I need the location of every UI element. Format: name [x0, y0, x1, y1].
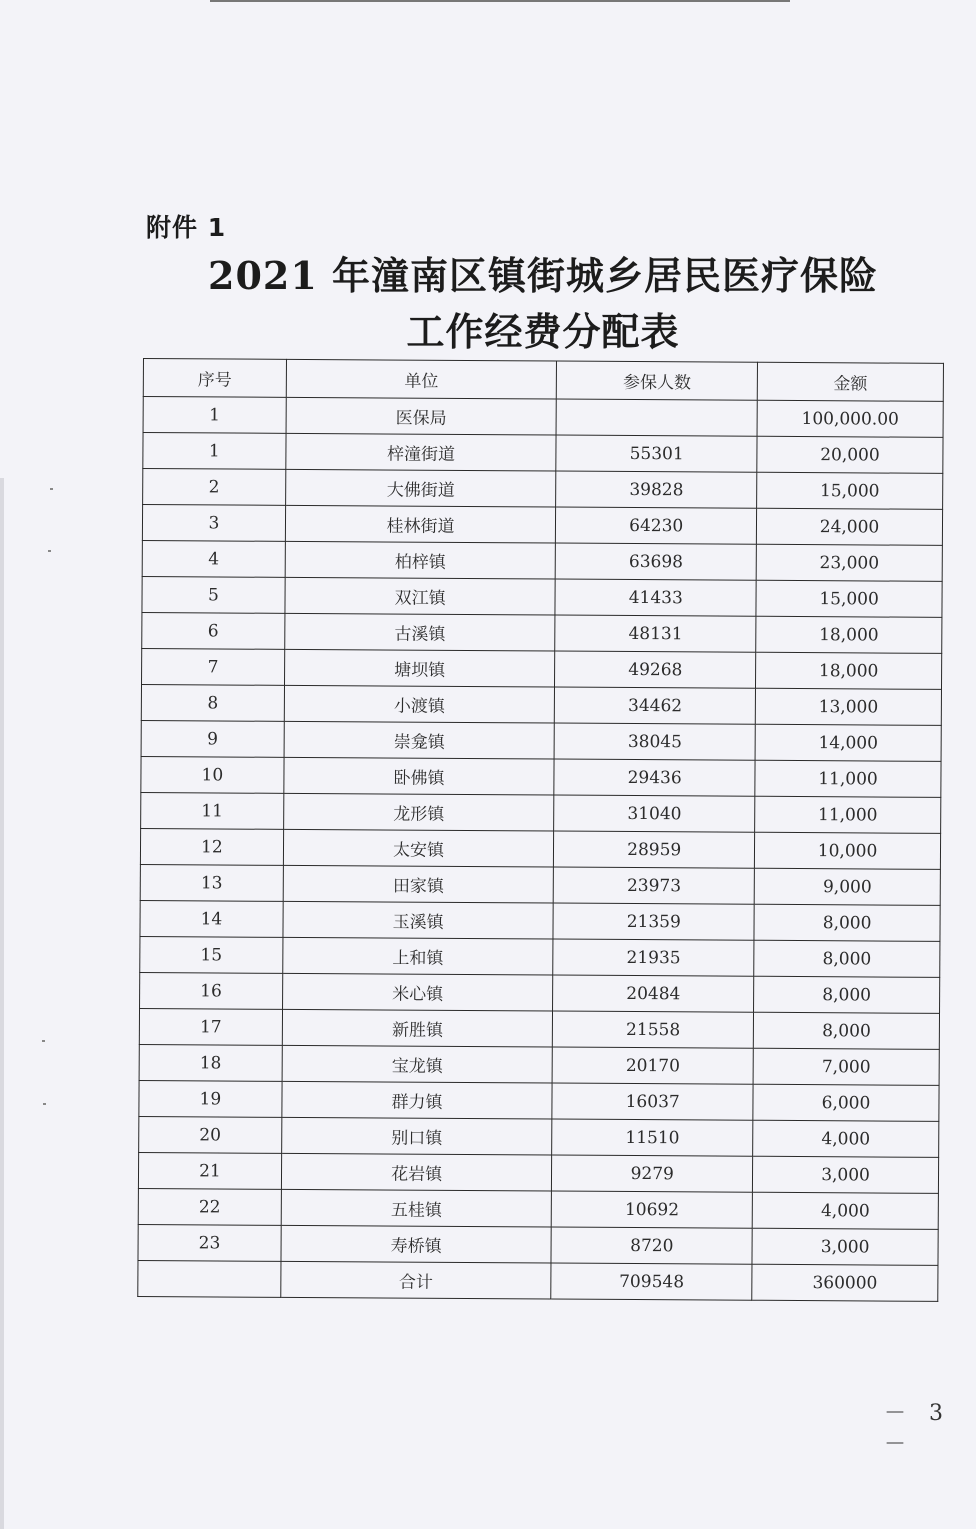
table-row: [140, 864, 940, 905]
cell-unit: 柏梓镇: [285, 541, 556, 579]
cell-unit: 医保局: [286, 397, 557, 435]
cell-index: 15: [140, 936, 283, 973]
cell-unit: 合计: [281, 1261, 552, 1299]
cell-insured-count: 10692: [552, 1191, 753, 1228]
cell-index: 17: [139, 1008, 282, 1045]
cell-amount: 10,000: [755, 832, 941, 869]
cell-amount: 100,000.00: [757, 400, 943, 437]
table-row: [141, 792, 941, 833]
cell-unit: 米心镇: [282, 973, 553, 1011]
allocation-table: [137, 358, 944, 1302]
header-unit: 单位: [286, 359, 557, 399]
table-row: [139, 1080, 939, 1121]
table-row: [138, 1224, 938, 1265]
cell-insured-count: 55301: [556, 435, 757, 472]
cell-amount: 360000: [752, 1264, 938, 1301]
header-amount: 金额: [757, 362, 943, 401]
cell-unit: 卧佛镇: [284, 757, 555, 795]
cell-insured-count: 28959: [554, 831, 755, 868]
cell-index: 1: [143, 397, 286, 434]
title-line-2: 工作经费分配表: [406, 309, 680, 354]
cell-insured-count: 64230: [556, 507, 757, 544]
cell-unit: 大佛街道: [285, 469, 556, 507]
table-body: [138, 397, 943, 1302]
cell-unit: 小渡镇: [284, 685, 555, 723]
cell-index: 12: [140, 828, 283, 865]
cell-unit: 玉溪镇: [283, 901, 554, 939]
cell-insured-count: 21935: [553, 939, 754, 976]
cell-insured-count: 23973: [554, 867, 755, 904]
cell-index: 13: [140, 864, 283, 901]
cell-amount: 15,000: [756, 580, 942, 617]
table-row: [140, 936, 940, 977]
cell-unit: 双江镇: [285, 577, 556, 615]
cell-unit: 太安镇: [283, 829, 554, 867]
cell-index: 4: [142, 540, 285, 577]
cell-unit: 寿桥镇: [281, 1225, 552, 1263]
cell-index: 7: [142, 648, 285, 685]
cell-insured-count: 41433: [555, 579, 756, 616]
cell-index: 8: [141, 684, 284, 721]
cell-insured-count: 9279: [552, 1155, 753, 1192]
cell-amount: 11,000: [755, 796, 941, 833]
cell-insured-count: 49268: [555, 651, 756, 688]
cell-unit: 崇龛镇: [284, 721, 555, 759]
cell-amount: 6,000: [753, 1084, 939, 1121]
cell-unit: 别口镇: [281, 1117, 552, 1155]
cell-amount: 3,000: [753, 1156, 939, 1193]
table-row: [140, 900, 940, 941]
attachment-label: 附件 1: [146, 213, 227, 242]
cell-unit: 古溪镇: [285, 613, 556, 651]
cell-amount: 18,000: [756, 616, 942, 653]
cell-index: 1: [143, 433, 286, 470]
table-row: [139, 1116, 939, 1157]
table-row: [143, 433, 943, 474]
table-row: [142, 576, 942, 617]
scan-edge-shadow: [0, 478, 4, 1529]
cell-amount: 4,000: [752, 1192, 938, 1229]
table-row: [139, 1044, 939, 1085]
cell-index: 2: [143, 469, 286, 506]
table-row: [141, 684, 941, 725]
cell-insured-count: 8720: [551, 1227, 752, 1264]
cell-amount: 15,000: [757, 472, 943, 509]
cell-unit: 新胜镇: [282, 1009, 553, 1047]
table-row: [142, 505, 942, 546]
cell-insured-count: 63698: [556, 543, 757, 580]
cell-index: 3: [142, 505, 285, 542]
page-number: － 3 －: [884, 1401, 951, 1457]
cell-unit: 梓潼街道: [286, 433, 557, 471]
cell-insured-count: 11510: [552, 1119, 753, 1156]
cell-insured-count: [556, 399, 757, 436]
cell-amount: 23,000: [756, 544, 942, 581]
cell-index: 10: [141, 756, 284, 793]
cell-amount: 13,000: [755, 688, 941, 725]
cell-insured-count: 34462: [555, 687, 756, 724]
cell-insured-count: 48131: [555, 615, 756, 652]
cell-index: [138, 1260, 281, 1297]
cell-index: 5: [142, 576, 285, 613]
cell-amount: 4,000: [753, 1120, 939, 1157]
table-row: [140, 828, 940, 869]
cell-index: 23: [138, 1224, 281, 1261]
table-row: [141, 756, 941, 797]
table-row: [143, 397, 943, 438]
cell-insured-count: 20484: [553, 975, 754, 1012]
cell-amount: 8,000: [754, 940, 940, 977]
cell-index: 14: [140, 900, 283, 937]
header-insured-count: 参保人数: [557, 361, 758, 400]
top-rule: [210, 0, 790, 2]
header-index: 序号: [143, 359, 286, 398]
cell-insured-count: 21359: [553, 903, 754, 940]
cell-unit: 五桂镇: [281, 1189, 552, 1227]
cell-insured-count: 31040: [554, 795, 755, 832]
cell-amount: 18,000: [756, 652, 942, 689]
scan-speck: [42, 1040, 45, 1042]
cell-insured-count: 38045: [554, 723, 755, 760]
table-row: [139, 1008, 939, 1049]
table-row: [142, 648, 942, 689]
cell-amount: 11,000: [755, 760, 941, 797]
cell-amount: 14,000: [755, 724, 941, 761]
cell-insured-count: 39828: [556, 471, 757, 508]
cell-unit: 田家镇: [283, 865, 554, 903]
table-header-row: [143, 359, 943, 402]
table-row: [141, 720, 941, 761]
cell-index: 18: [139, 1044, 282, 1081]
cell-amount: 8,000: [754, 976, 940, 1013]
cell-unit: 宝龙镇: [282, 1045, 553, 1083]
cell-index: 20: [139, 1116, 282, 1153]
cell-amount: 8,000: [754, 904, 940, 941]
table-row: [142, 612, 942, 653]
table-row: [138, 1152, 938, 1193]
cell-index: 16: [140, 972, 283, 1009]
table-row: [142, 540, 942, 581]
cell-amount: 20,000: [757, 436, 943, 473]
cell-unit: 塘坝镇: [284, 649, 555, 687]
cell-unit: 上和镇: [283, 937, 554, 975]
cell-index: 21: [138, 1152, 281, 1189]
cell-index: 19: [139, 1080, 282, 1117]
scan-speck: [43, 1103, 46, 1105]
cell-insured-count: 16037: [552, 1083, 753, 1120]
cell-insured-count: 29436: [554, 759, 755, 796]
table-row: [143, 469, 943, 510]
cell-amount: 3,000: [752, 1228, 938, 1265]
cell-index: 22: [138, 1188, 281, 1225]
cell-unit: 群力镇: [282, 1081, 553, 1119]
cell-insured-count: 709548: [551, 1263, 752, 1300]
scan-speck: [50, 488, 53, 490]
title-line-1: 2021 年潼南区镇街城乡居民医疗保险: [208, 253, 878, 298]
cell-index: 11: [141, 792, 284, 829]
cell-unit: 桂林街道: [285, 505, 556, 543]
total-row: [138, 1260, 938, 1301]
cell-insured-count: 20170: [552, 1047, 753, 1084]
cell-insured-count: 21558: [553, 1011, 754, 1048]
table-row: [140, 972, 940, 1013]
cell-unit: 花岩镇: [281, 1153, 552, 1191]
table-row: [138, 1188, 938, 1229]
cell-unit: 龙形镇: [283, 793, 554, 831]
cell-amount: 7,000: [753, 1048, 939, 1085]
cell-amount: 8,000: [753, 1012, 939, 1049]
cell-amount: 24,000: [756, 508, 942, 545]
scan-speck: [48, 550, 51, 552]
cell-index: 6: [142, 612, 285, 649]
cell-amount: 9,000: [754, 868, 940, 905]
cell-index: 9: [141, 720, 284, 757]
